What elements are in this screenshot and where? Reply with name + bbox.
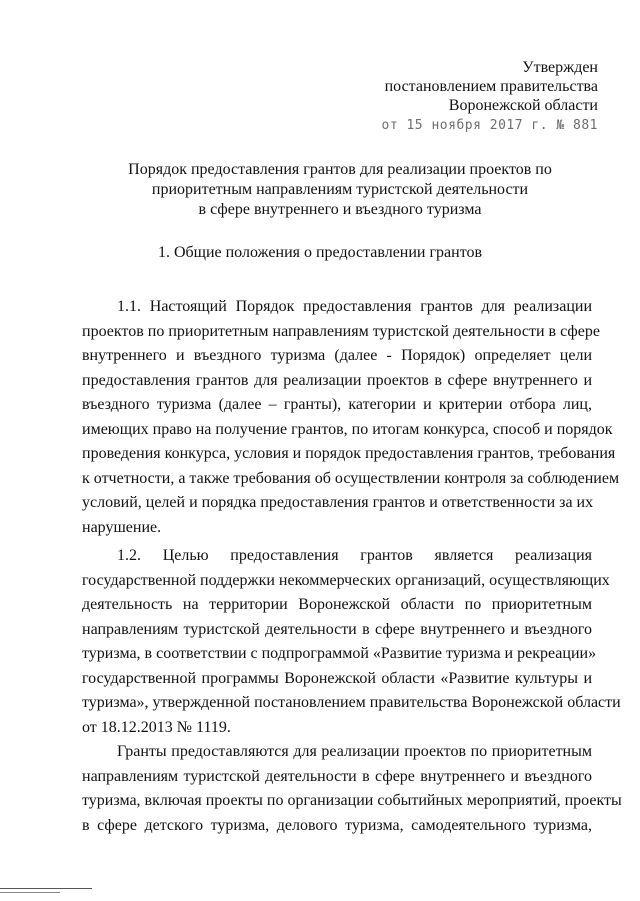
text-line: Гранты предоставляются для реализации проектов по приоритетным (117, 743, 592, 760)
text-line: проведения конкурса, условия и порядок предоставления грантов, требования (82, 445, 616, 462)
text-line: внутреннего и въездного туризма (далее - Порядок) определяет цели (82, 347, 592, 364)
paragraph-1-1 (82, 295, 620, 540)
text-line: туризма, в соответствии с подпрограммой «Развитие туризма и рекреации» (82, 645, 597, 662)
text-line: 1.2. Целью предоставления грантов является реализация (117, 547, 592, 564)
document-title (120, 160, 560, 220)
approval-block (382, 58, 599, 135)
approval-line: постановлением правительства (384, 78, 598, 95)
approval-line: Утвержден (522, 59, 598, 76)
scan-edge-mark (0, 892, 60, 893)
text-line: въездного туризма (далее – гранты), категории и критерии отбора лиц, (82, 396, 592, 413)
text-line: направлениям туристской деятельности в сфере внутреннего и въездного (82, 767, 592, 785)
text-line: направлениям туристской деятельности в сфере внутреннего и въездного (82, 620, 592, 638)
text-line: предоставления грантов для реализации проектов в сфере внутреннего и (82, 371, 592, 389)
text-line: 1.1. Настоящий Порядок предоставления грантов для реализации (117, 298, 592, 315)
approval-line: Воронежской области (448, 97, 598, 114)
text-line: в сфере детского туризма, делового туризма, самодеятельного туризма, (82, 816, 592, 834)
text-line: имеющих право на получение грантов, по итогам конкурса, способ и порядок (82, 420, 613, 438)
section-heading: 1. Общие положения о предоставлении грантов (157, 244, 483, 261)
scan-edge-mark (0, 888, 92, 889)
text-line: деятельность на территории Воронежской области по приоритетным (82, 596, 592, 613)
text-line: к отчетности, а также требования об осуществлении контроля за соблюдением (82, 469, 620, 487)
approval-date-stamp: от 15 ноября 2017 г. № 881 (381, 118, 598, 133)
text-line: туризма, включая проекты по организации событийных мероприятий, проекты (82, 792, 622, 809)
paragraph-grants (82, 740, 622, 838)
paragraph-1-2 (82, 544, 621, 740)
title-line: в сфере внутреннего и въездного туризма (198, 201, 482, 218)
text-line: проектов по приоритетным направлениям туристской деятельности в сфере (82, 322, 600, 340)
title-line: приоритетным направлениям туристской деятельности (151, 181, 529, 198)
text-line: государственной программы Воронежской области «Развитие культуры и (82, 669, 592, 687)
text-line: от 18.12.2013 № 1119. (82, 718, 231, 736)
text-line: нарушение. (82, 518, 162, 536)
text-line: туризма», утвержденной постановлением правительства Воронежской области (82, 694, 621, 711)
text-line: условий, целей и порядка предоставления грантов и ответственности за их (82, 494, 594, 511)
title-line: Порядок предоставления грантов для реализации проектов по (128, 161, 552, 178)
text-line: государственной поддержки некоммерческих организаций, осуществляющих (82, 571, 610, 589)
